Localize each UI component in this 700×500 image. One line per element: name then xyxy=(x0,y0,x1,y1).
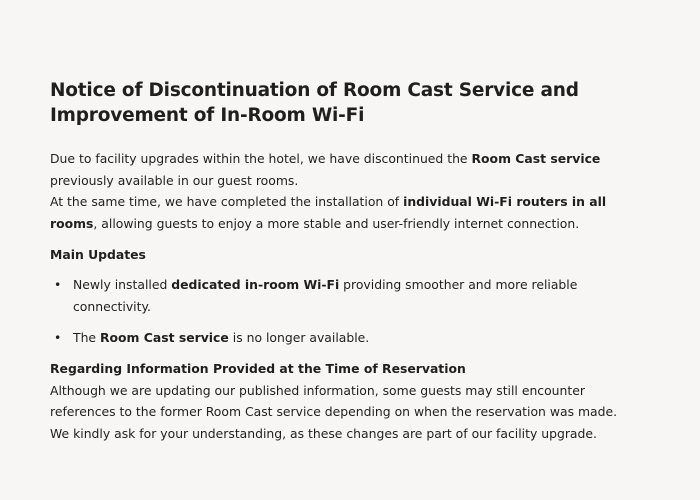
intro-p2-text-end: , allowing guests to enjoy a more stable and user-friendly internet connection. xyxy=(93,215,580,231)
reservation-heading: Regarding Information Provided at the Time of Reservation xyxy=(50,361,466,376)
intro-p1-text: Due to facility upgrades within the hotel, we have discontinued the xyxy=(50,151,472,166)
update-1-emphasis: dedicated in-room Wi-Fi xyxy=(171,277,340,292)
intro-section xyxy=(50,148,650,234)
update-1-text: Newly installed xyxy=(73,277,172,292)
list-item xyxy=(50,327,650,349)
intro-paragraph-2 xyxy=(50,191,650,234)
update-2-emphasis: Room Cast service xyxy=(99,330,229,345)
list-item xyxy=(50,274,650,318)
main-updates-heading: Main Updates xyxy=(50,247,146,262)
wifi-routers-emphasis: individual Wi-Fi routers in all rooms xyxy=(50,194,607,231)
reservation-paragraph-2: We kindly ask for your understanding, as these changes are part of our facility upgrade. xyxy=(50,425,597,441)
intro-paragraph-1 xyxy=(50,148,650,191)
main-updates-list xyxy=(50,274,650,349)
room-cast-service-emphasis: Room Cast service xyxy=(471,151,601,166)
reservation-section xyxy=(50,358,650,444)
intro-p1-text-end: previously available in our guest rooms. xyxy=(50,172,299,188)
update-2-text-end: is no longer available. xyxy=(228,330,370,345)
bullet-icon: • xyxy=(54,330,62,345)
update-1-text-end: providing smoother and more reliable connectivity. xyxy=(73,277,578,314)
notice-title: Notice of Discontinuation of Room Cast Service and Improvement of In-Room Wi-Fi xyxy=(50,80,579,126)
update-2-text: The xyxy=(73,330,100,345)
bullet-icon: • xyxy=(54,277,62,292)
intro-p2-text: At the same time, we have completed the installation of xyxy=(50,194,404,209)
reservation-paragraph-1: Although we are updating our published information, some guests may still encounter references to the former Room Cast service depending on when the reservation was made. xyxy=(50,382,618,419)
